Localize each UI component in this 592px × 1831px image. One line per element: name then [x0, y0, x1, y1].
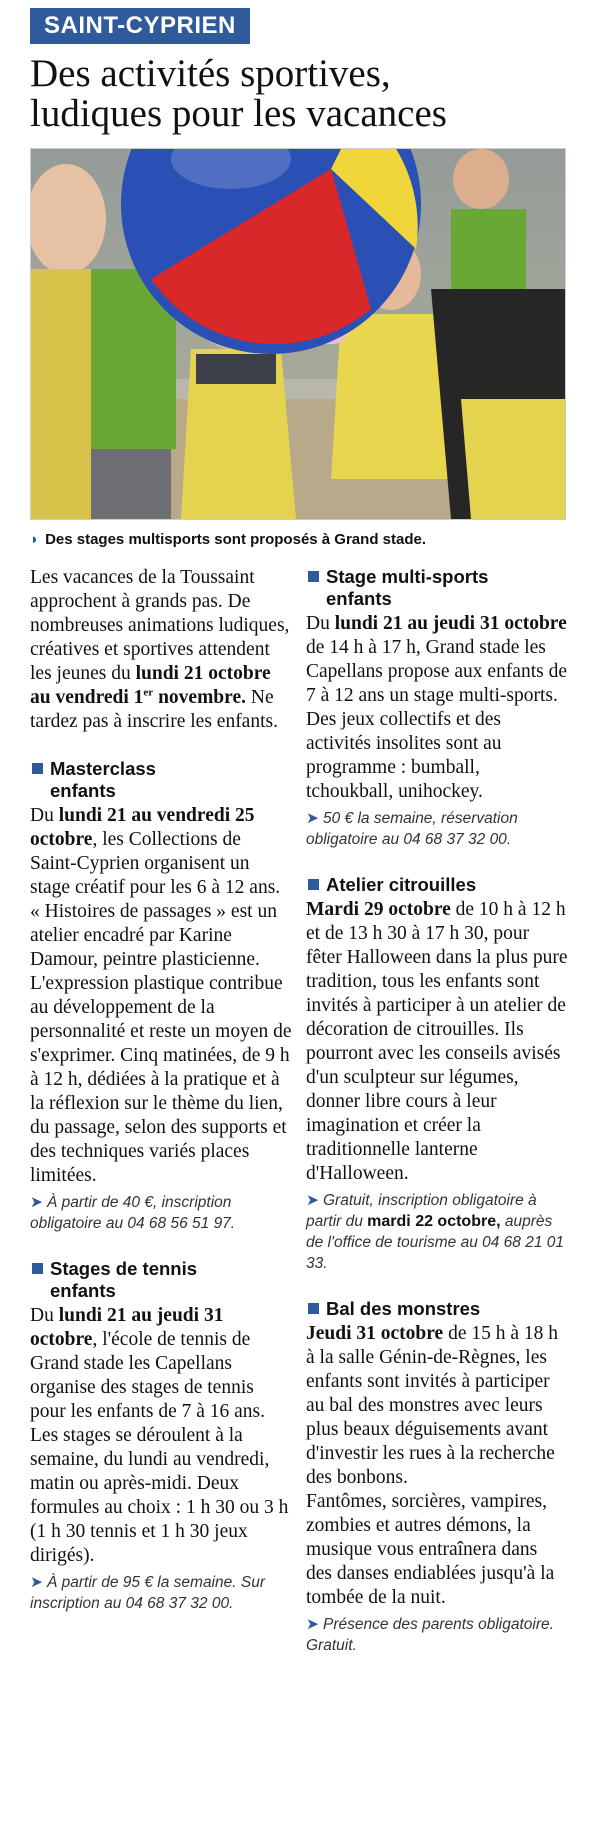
arrow-icon: ➤ [306, 810, 319, 827]
intro-text-end: Ne tardez pas à inscrire les enfants. [30, 687, 278, 732]
section-body-2: Les stages se déroulent à la semaine, du lundi au vendredi, matin ou après-midi. Deux formules au choix : 1 h 30 ou 3 h (1 h 30 tennis et 1 h 30 jeux dirigés). [30, 1425, 289, 1566]
section-multisports [306, 566, 568, 850]
info-text-end: auprès de l'office de tourisme au 04 68 21 01 33. [306, 1213, 565, 1272]
section-title [306, 1298, 568, 1320]
section-body [306, 1322, 568, 1490]
body-date: lundi 21 au jeudi 31 octobre [30, 1305, 224, 1350]
arrow-icon: ➤ [306, 1192, 319, 1209]
body-lead: Du [306, 613, 335, 634]
photo-caption [30, 531, 570, 548]
info-text: À partir de 95 € la semaine. Sur inscription au 04 68 37 32 00. [30, 1574, 265, 1612]
arrow-icon: ➤ [306, 1616, 319, 1633]
section-info [30, 1572, 292, 1614]
body-lead: Du [30, 1305, 59, 1326]
intro-date: lundi 21 octobre au vendredi 1 [30, 663, 271, 708]
section-title [306, 874, 568, 896]
section-kicker: SAINT-CYPRIEN [30, 8, 250, 44]
section-title-line1: Bal des monstres [326, 1298, 481, 1319]
section-title [30, 758, 292, 802]
photo-children-playing-ball [30, 148, 566, 520]
section-body-2: Fantômes, sorcières, vampires, zombies et autres démons, la musique vous entraînera dans des danses endiablées jusqu'à la tombée de la nuit. [306, 1491, 555, 1608]
body-text: , les Collections de Saint-Cyprien organisent un stage créatif pour les 6 à 12 ans. « Histoires de passages » est un atelier encadré par Karine Damour, peintre plasticienne. L'expression plastique contribue au développement de la personnalité et reste un moyen de s'exprimer. Cinq matinées, de 9 h à 12 h, dédiées à la pratique et à la réflexion sur le thème du lien, du passage, selon des supports et des techniques variés places limitées. [30, 829, 292, 1186]
arrow-icon: ➤ [30, 1194, 43, 1211]
body-date: lundi 21 au vendredi 25 octobre [30, 805, 255, 850]
section-masterclass [30, 758, 292, 1234]
section-title [306, 566, 568, 610]
section-monstres [306, 1298, 568, 1656]
intro-date-end: novembre. [153, 687, 246, 708]
section-title-line2: enfants [50, 780, 116, 801]
section-title-line1: Stage multi-sports [326, 566, 489, 587]
info-text: Gratuit, inscription obligatoire à partir du [306, 1192, 537, 1230]
section-info [306, 1614, 568, 1656]
info-text: À partir de 40 €, inscription obligatoire au 04 68 56 51 97. [30, 1194, 236, 1232]
body-text: de 14 h à 17 h, Grand stade les Capellans propose aux enfants de 7 à 12 ans un stage multi-sports. Des jeux collectifs et des activités insolites sont au programme : bumball, tchoukball, unihockey. [306, 637, 568, 802]
section-info [306, 1190, 568, 1274]
section-title [30, 1258, 292, 1302]
intro-paragraph [30, 566, 292, 734]
section-body [30, 1304, 292, 1424]
body-text: de 15 h à 18 h à la salle Génin-de-Règnes, les enfants sont invités à participer au bal des monstres avec leurs plus beaux déguisements avant d'investir les rues à la recherche des bonbons. [306, 1323, 559, 1488]
section-title-line2: enfants [50, 1280, 116, 1301]
body-lead: Du [30, 805, 59, 826]
left-column [30, 566, 292, 1638]
section-body [306, 612, 568, 804]
body-date: Mardi 29 octobre [306, 899, 451, 920]
arrow-icon: ➤ [30, 1574, 43, 1591]
body-text: , l'école de tennis de Grand stade les Capellans organise des stages de tennis pour les enfants de 7 à 16 ans. [30, 1329, 266, 1422]
body-date: Jeudi 31 octobre [306, 1323, 444, 1344]
caption-marker-icon: ◗ [30, 531, 40, 548]
intro-date-sup: er [143, 686, 154, 699]
section-title-line2: enfants [326, 588, 392, 609]
section-title-line1: Atelier citrouilles [326, 874, 477, 895]
headline-line-1: Des activités sportives, [30, 52, 391, 95]
section-tennis [30, 1258, 292, 1614]
body-text: de 10 h à 12 h et de 13 h 30 à 17 h 30, pour fêter Halloween dans la plus pure tradition, tous les enfants sont invités à participer à un atelier de décoration de citrouilles. Ils pourront avec les conseils avisés d'un sculpteur sur légumes, donner libre cours à leur imagination et créer la traditionnelle lanterne d'Halloween. [306, 899, 568, 1184]
section-info [30, 1192, 292, 1234]
intro-text: Les vacances de la Toussaint approchent à grands pas. De nombreuses animations ludiques, créatives et sportives attendent les jeunes du [30, 567, 290, 684]
section-title-line1: Stages de tennis [50, 1258, 198, 1279]
section-title-line1: Masterclass [50, 758, 156, 779]
section-citrouilles [306, 874, 568, 1274]
section-body [306, 898, 568, 1186]
photo-illustration [31, 149, 565, 519]
section-info [306, 808, 568, 850]
headline-line-2: ludiques pour les vacances [30, 92, 447, 135]
info-text: Présence des parents obligatoire. Gratuit. [306, 1616, 554, 1654]
caption-text: Des stages multisports sont proposés à Grand stade. [45, 531, 426, 548]
info-text: 50 € la semaine, réservation obligatoire au 04 68 37 32 00. [306, 810, 518, 848]
body-date: lundi 21 au jeudi 31 octobre [334, 613, 567, 634]
headline [30, 54, 570, 134]
info-date: mardi 22 octobre, [367, 1213, 501, 1230]
section-body [30, 804, 292, 1188]
right-column [306, 566, 568, 1680]
